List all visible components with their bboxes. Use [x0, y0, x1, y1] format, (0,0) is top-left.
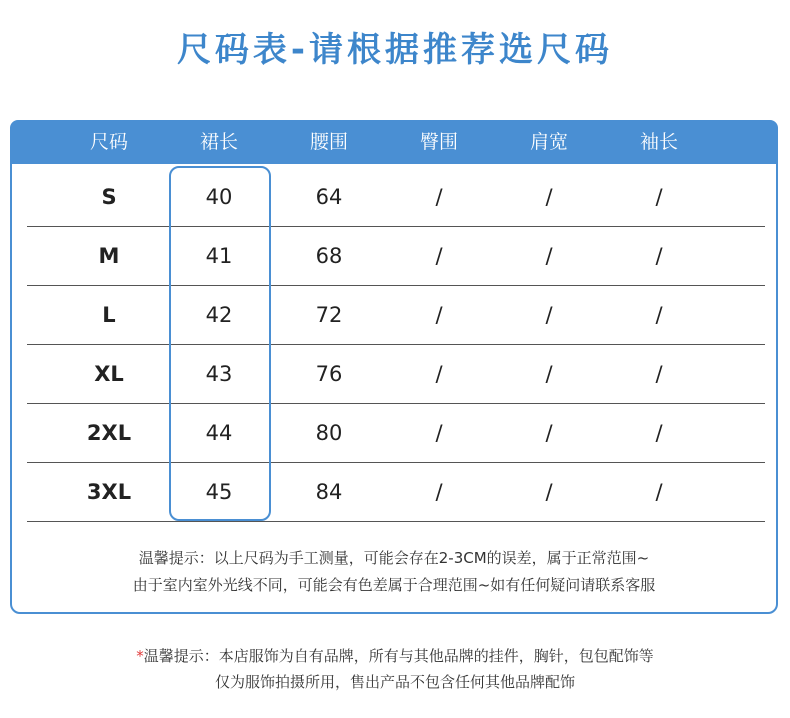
footer-text-1: 温馨提示：本店服饰为自有品牌，所有与其他品牌的挂件，胸针，包包配饰等	[143, 647, 654, 665]
footer-line-2: 仅为服饰拍摄所用，售出产品不包含任何其他品牌配饰	[214, 673, 575, 691]
header-size: 尺码	[89, 131, 128, 153]
table-cell: 42	[205, 303, 233, 327]
header-hip: 臀围	[419, 131, 458, 153]
table-cell: /	[545, 480, 553, 504]
footer-line-1	[0, 645, 790, 666]
table-cell: /	[545, 362, 553, 386]
table-cell: /	[545, 303, 553, 327]
table-cell: /	[435, 303, 443, 327]
table-cell: 44	[205, 421, 233, 445]
table-cell: 64	[315, 185, 343, 209]
table-cell: /	[655, 362, 663, 386]
table-cell: 2XL	[86, 421, 132, 445]
page-title: 尺码表-请根据推荐选尺码	[176, 30, 614, 70]
table-cell: 68	[315, 244, 343, 268]
row-divider	[27, 521, 765, 522]
table-cell: S	[101, 185, 117, 209]
table-cell: 80	[315, 421, 343, 445]
header-shoulder: 肩宽	[529, 131, 568, 153]
note-line-2: 由于室内室外光线不同，可能会有色差属于合理范围~如有任何疑问请联系客服	[132, 576, 656, 594]
table-cell: /	[435, 244, 443, 268]
table-cell: 45	[205, 480, 233, 504]
table-row	[27, 345, 765, 404]
table-row	[27, 168, 765, 227]
table-cell: 76	[315, 362, 343, 386]
header-waist: 腰围	[309, 131, 348, 153]
table-cell: /	[655, 303, 663, 327]
table-cell: 3XL	[86, 480, 132, 504]
table-cell: /	[655, 480, 663, 504]
table-cell: 41	[205, 244, 233, 268]
table-cell: 72	[315, 303, 343, 327]
note-line-1: 温馨提示：以上尺码为手工测量，可能会存在2-3CM的误差，属于正常范围~	[138, 549, 650, 567]
footer-star: *	[136, 647, 144, 665]
table-cell: /	[655, 421, 663, 445]
table-cell: /	[655, 244, 663, 268]
table-row	[27, 227, 765, 286]
table-row	[27, 286, 765, 345]
header-sleeve: 袖长	[639, 131, 678, 153]
table-cell: /	[435, 421, 443, 445]
table-cell: /	[545, 421, 553, 445]
skirt-length-column-highlight	[169, 166, 271, 521]
table-row	[27, 404, 765, 463]
table-header	[10, 120, 778, 164]
header-skirt-length: 裙长	[199, 131, 238, 153]
table-row	[27, 463, 765, 522]
table-cell: 84	[315, 480, 343, 504]
table-cell: L	[102, 303, 116, 327]
table-cell: /	[545, 244, 553, 268]
table-cell: 40	[205, 185, 233, 209]
table-cell: 43	[205, 362, 233, 386]
table-cell: /	[435, 362, 443, 386]
table-cell: /	[655, 185, 663, 209]
table-cell: M	[98, 244, 120, 268]
table-cell: /	[435, 480, 443, 504]
table-cell: /	[435, 185, 443, 209]
table-cell: /	[545, 185, 553, 209]
table-cell: XL	[94, 362, 124, 386]
